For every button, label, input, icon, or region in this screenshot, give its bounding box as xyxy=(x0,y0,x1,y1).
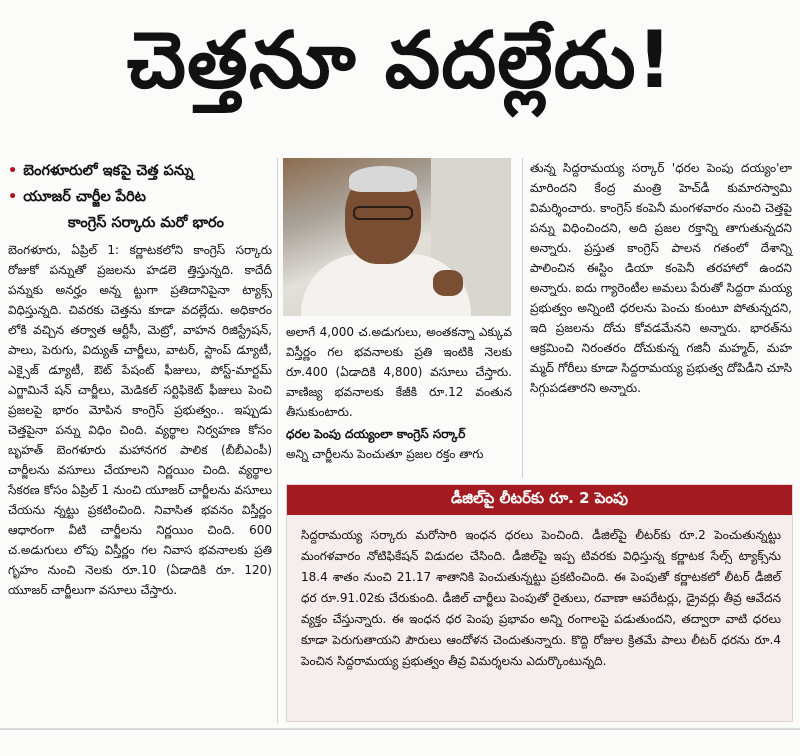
bullet-item: • యూజర్ చార్జీల పేరిట xyxy=(8,184,272,210)
bullet-marker-icon: • xyxy=(8,189,18,205)
article-body-middle-continued: అన్ని చార్జీలను పెంచుతూ ప్రజల రక్తం తాగు xyxy=(286,447,484,461)
article-photo xyxy=(283,158,511,316)
article-body-middle: అలాగే 4,000 చ.అడుగులు, అంతకన్నా ఎక్కువ విస్తీర్ణం గల భవనాలకు ప్రతి ఇంటికి నెలకు రూ.400 (ఏడాదికి 4,800) వసూలు చేస్తారు. వాణిజ్య భవనాలకు కేజీకి రూ.12 వంతున తీసుకుంటారు. xyxy=(286,325,512,419)
bullet-item-continuation: కాంగ్రెస్ సర్కారు మరో భారం xyxy=(68,215,224,231)
column-divider-right xyxy=(522,158,523,478)
left-column xyxy=(8,158,272,600)
box-body: సిద్దరామయ్య సర్కారు మరోసారి ఇంధన ధరలు పెంచింది. డీజిల్‌పై లీటర్‌కు రూ.2 పెంచుతున్నట్టు మంగళవారం నోటిఫికేషన్ విడుదల చేసింది. డీజిల్‌పై ఇప్ప టివరకు విధిస్తున్న కర్ణాటక సేల్స్ ట్యాక్స్‌ను 18.4 శాతం నుంచి 21.17 శాతానికి పెంచుతున్నట్టు ప్రకటించింది. ఈ పెంపుతో కర్ణాటకలో లీటర్ డీజిల్ ధర రూ.91.02కు చేరుకుంది. డీజిల్ చార్జీలు పెంపుతో రైతులు, రవాణా ఆపరేటర్లు, డ్రైవర్లు తీవ్ర ఆవేదన వ్యక్తం చేస్తున్నారు. ఈ ఇంధన ధర పెంపు ప్రభావం అన్ని రంగాలపై పడుతుందని, తద్వారా వాటి ధరలు కూడా పెరుగుతాయని పౌరులు ఆందోళన చెందుతున్నారు. కొద్ది రోజుల క్రితమే పాలు లీటర్ ధరను రూ.4 పెంచిన సిద్దరామయ్య ప్రభుత్వం తీవ్ర విమర్శలను ఎదుర్కొంటున్నది. xyxy=(301,528,781,668)
headline: చెత్తనూ వదల్లేదు! xyxy=(126,15,674,106)
sub-heading: ధరల పెంపు దయ్యంలా కాంగ్రెస్ సర్కార్ xyxy=(286,427,466,441)
bullet-marker-icon: • xyxy=(8,163,18,179)
article-body-right: తున్న సిద్దరామయ్య సర్కార్ 'ధరల పెంపు దయ్యం'లా మారిందని కేంద్ర మంత్రి హెచ్‌డీ కుమారస్వామి విమర్శించారు. కాంగ్రెస్ కంపెనీ మంగళవారం నుంచి చెత్తపై పన్ను విధించిందని, అది ప్రజల రక్తాన్ని తాగుతున్నదని అన్నారు. ప్రస్తుత కాంగ్రెస్ పాలన గతంలో దేశాన్ని పాలించిన ఈస్టిం డియా కంపెనీ తరహాలో ఉందని అన్నారు. ఐదు గ్యారెంటీల అమలు పేరుతో సిద్దరా మయ్య ప్రభుత్వం అన్నింటి ధరలను పెంచు కుంటూ పోతున్నదని, ఇది ప్రజలను దోచు కోవడమేనని అన్నారు. భారత్‌ను ఆక్రమించి నిరంతరం దోచుకున్న గజినీ మహ్మద్, మహ మ్మద్ గోరీలు కూడా సిద్దరామయ్య ప్రభుత్వ దోపిడీని చూసి సిగ్గుపడతారని అన్నారు. xyxy=(530,161,792,395)
article-body-left: బెంగళూరు, ఏప్రిల్ 1: కర్ణాటకలోని కాంగ్రెస్ సర్కారు రోజుకో పన్నుతో ప్రజలను హడలె త్తిస్తున్నది. కాదేదీ పన్నుకు అనర్హం అన్న ట్టుగా ప్రతిదానిపైనా ట్యాక్స్ విధిస్తున్నది. చివరకు చెత్తను కూడా వదల్లేదు. అధికారం లోకి వచ్చిన తర్వాత ఆర్టీసీ, మెట్రో, వాహన రిజిస్ట్రేషన్, పాలు, పెరుగు, విద్యుత్ చార్జీలు, వాటర్, స్టాంప్ డ్యూటీ, ఎక్సైజ్ డ్యూటీ, ఔట్ పేషంట్ ఫీజులు, పోస్ట్-మార్టమ్ ఎగ్జామినే షన్ చార్జీలు, మెడికల్ సర్టిఫికెట్ ఫీజులు పెంచి ప్రజలపై భారం మోపిన కాంగ్రెస్ ప్రభుత్వం.. ఇప్పుడు చెత్తపైనా పన్ను విధిం చింది. వ్యర్థాల నిర్వహణ కోసం బృహత్ బెంగళూరు మహానగర పాలిక (బీబీఎంపీ) చార్జీలను వసూలు చేయాలని నిర్ణయిం చింది. వ్యర్థాల సేకరణ కోసం ఏప్రిల్ 1 నుంచి యూజర్ చార్జీలను వసూలు చేయను న్నట్టు ప్రకటించింది. నివాసిత భవనం విస్తీర్ణం ఆధారంగా వీటి చార్జీలను నిర్ణయిం చింది. 600 చ.అడుగులు లోపు విస్తీర్ణం గల నివాస భవనాలకు ప్రతి గృహం నుంచి నెలకు రూ.10 (ఏడాదికి రూ. 120) యూజర్ చార్జీలుగా వసూలు చేస్తారు. xyxy=(8,243,272,597)
right-column xyxy=(530,158,792,398)
box-title: డీజిల్‌పై లీటర్‌కు రూ. 2 పెంపు xyxy=(287,485,792,515)
bullet-item: • బెంగళూరులో ఇకపై చెత్త పన్ను xyxy=(8,158,272,184)
sidebar-box xyxy=(286,484,793,722)
middle-column xyxy=(286,322,512,464)
column-divider-left xyxy=(277,158,278,723)
bottom-rule xyxy=(0,728,800,730)
bullet-list xyxy=(8,158,272,236)
